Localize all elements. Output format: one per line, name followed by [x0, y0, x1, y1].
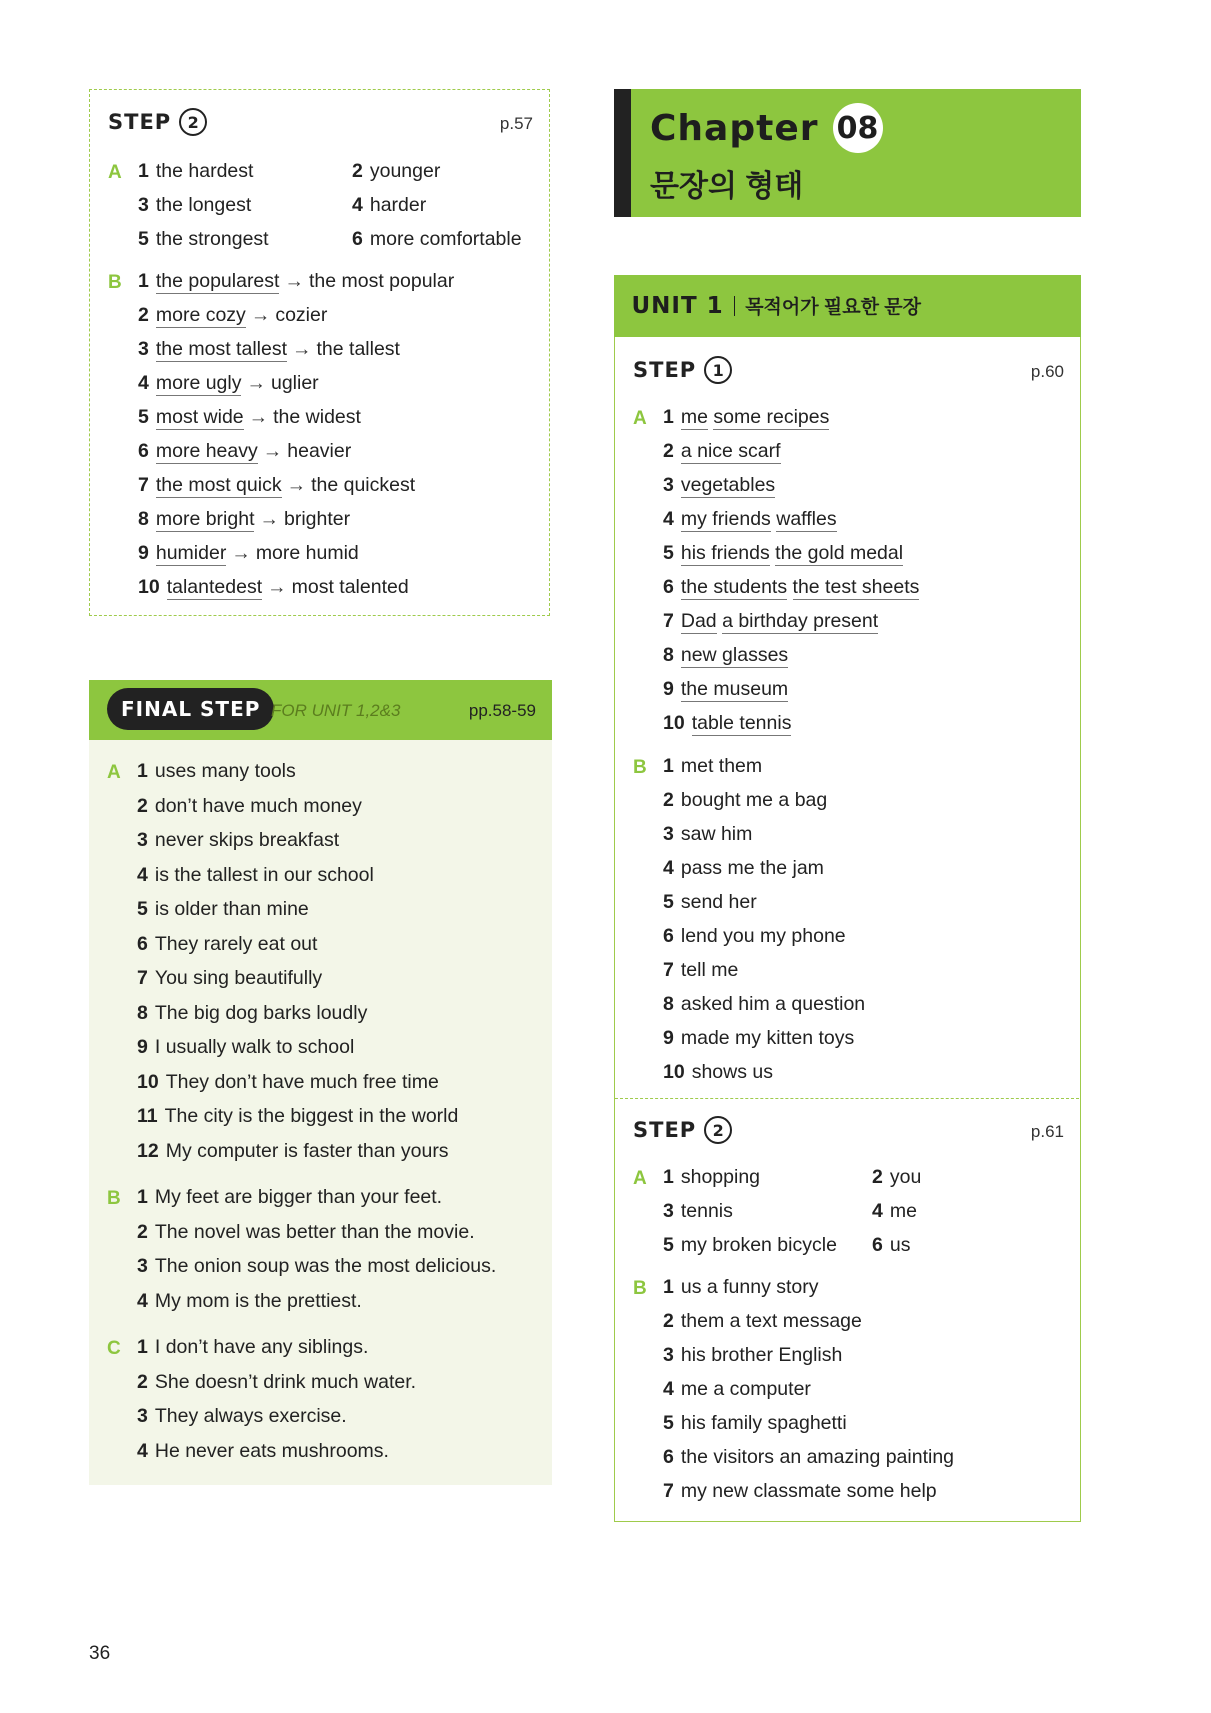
- chapter-number-circle: 08: [833, 103, 883, 153]
- page-number: 36: [89, 1643, 111, 1664]
- correction-item: 8 more bright → brighter: [138, 508, 351, 530]
- list-item: 11 The city is the biggest in the world: [137, 1105, 459, 1127]
- correction-item: 4 more ugly → uglier: [138, 372, 319, 394]
- correction-item: 2 more cozy → cozier: [138, 304, 328, 326]
- list-item: 3 saw him: [663, 823, 753, 845]
- list-item: 4 harder: [352, 194, 427, 216]
- list-item: 3 They always exercise.: [137, 1405, 347, 1427]
- step-number-circle: 1: [704, 356, 732, 384]
- list-item: 8 The big dog barks loudly: [137, 1001, 368, 1024]
- section-a-label: A: [633, 408, 647, 429]
- unit1-answer-box: [614, 275, 1081, 1522]
- list-item: 1 My feet are bigger than your feet.: [137, 1186, 443, 1208]
- list-item: 12 My computer is faster than yours: [137, 1139, 449, 1162]
- list-item: 1 shopping: [663, 1166, 761, 1188]
- step-number-circle: 2: [704, 1116, 732, 1144]
- list-item: 9 the museum: [663, 678, 789, 700]
- page-reference: p.60: [1030, 362, 1064, 381]
- list-item: 3 his brother English: [663, 1344, 843, 1366]
- step-heading: [633, 1116, 732, 1144]
- list-item: 5 his friends the gold medal: [663, 542, 904, 564]
- list-item: 2 The novel was better than the movie.: [137, 1220, 475, 1243]
- list-item: 4 my friends waffles: [663, 508, 837, 530]
- chapter-word: Chapter: [650, 107, 819, 149]
- step-number-circle: 2: [179, 108, 207, 136]
- list-item: 6 the students the test sheets: [663, 576, 920, 598]
- page-reference: pp.58-59: [468, 701, 536, 720]
- list-item: 2 younger: [352, 160, 441, 182]
- final-step-badge: [107, 688, 274, 730]
- list-item: 4 me a computer: [663, 1378, 811, 1400]
- step-heading: [108, 108, 207, 136]
- list-item: 5 the strongest: [138, 228, 269, 250]
- chapter-subtitle: 문장의 형태: [650, 170, 804, 203]
- section-a-label: A: [108, 162, 122, 183]
- unit-label: UNIT 1: [631, 292, 724, 319]
- list-item: 4 me: [872, 1200, 917, 1222]
- list-item: 3 vegetables: [663, 474, 776, 496]
- list-item: 2 you: [872, 1166, 922, 1188]
- correction-item: 9 humider → more humid: [138, 542, 359, 564]
- correction-item: 5 most wide → the widest: [138, 406, 361, 428]
- list-item: 6 more comfortable: [352, 228, 522, 250]
- section-a-label: A: [107, 762, 121, 783]
- correction-item: 3 the most tallest → the tallest: [138, 338, 400, 360]
- list-item: 4 pass me the jam: [663, 857, 824, 879]
- chapter-side-bar: [614, 89, 631, 217]
- list-item: 9 I usually walk to school: [137, 1036, 355, 1058]
- list-item: 1 uses many tools: [137, 760, 296, 782]
- correction-item: 7 the most quick → the quickest: [138, 474, 416, 496]
- unit-header: [614, 275, 1081, 337]
- list-item: 9 made my kitten toys: [663, 1027, 855, 1049]
- list-item: 4 My mom is the prettiest.: [137, 1289, 362, 1312]
- step-heading: [633, 356, 732, 384]
- section-b-label: B: [107, 1188, 121, 1209]
- final-step-body: [89, 740, 552, 1485]
- chapter-header: [614, 89, 1081, 217]
- list-item: 1 I don’t have any siblings.: [137, 1336, 369, 1358]
- chapter-title-row: [650, 103, 883, 153]
- list-item: 5 is older than mine: [137, 898, 309, 920]
- page-reference: p.57: [499, 114, 533, 133]
- section-b-label: B: [633, 1278, 647, 1299]
- section-b-label: B: [108, 272, 122, 293]
- correction-item: 6 more heavy → heavier: [138, 440, 352, 462]
- list-item: 4 is the tallest in our school: [137, 863, 374, 886]
- list-item: 3 never skips breakfast: [137, 829, 340, 851]
- list-item: 8 new glasses: [663, 644, 789, 666]
- list-item: 8 asked him a question: [663, 993, 866, 1015]
- list-item: 7 tell me: [663, 959, 739, 981]
- page-reference: p.61: [1030, 1122, 1064, 1141]
- correction-item: 10 talantedest → most talented: [138, 576, 409, 598]
- correction-item: 1 the popularest → the most popular: [138, 270, 455, 292]
- step-title: STEP: [633, 358, 697, 382]
- list-item: 2 a nice scarf: [663, 440, 781, 462]
- step2-answer-box: [89, 89, 550, 616]
- list-item: 6 the visitors an amazing painting: [663, 1446, 955, 1468]
- list-item: 1 me some recipes: [663, 406, 830, 428]
- list-item: 7 You sing beautifully: [137, 967, 323, 989]
- list-item: 3 tennis: [663, 1200, 733, 1222]
- unit-divider: [734, 296, 736, 316]
- list-item: 1 us a funny story: [663, 1276, 819, 1298]
- list-item: 10 shows us: [663, 1061, 773, 1083]
- step-title: STEP: [633, 1118, 697, 1142]
- list-item: 5 send her: [663, 891, 757, 913]
- final-step-badge-text: FINAL STEP: [121, 697, 261, 721]
- list-item: 5 my broken bicycle: [663, 1234, 837, 1256]
- list-item: 5 his family spaghetti: [663, 1412, 847, 1434]
- list-item: 10 table tennis: [663, 712, 792, 734]
- section-b-label: B: [633, 757, 647, 778]
- list-item: 7 my new classmate some help: [663, 1480, 937, 1502]
- list-item: 6 lend you my phone: [663, 925, 846, 947]
- step-divider: [615, 1098, 1079, 1099]
- list-item: 2 them a text message: [663, 1310, 862, 1332]
- list-item: 2 bought me a bag: [663, 789, 828, 811]
- section-c-label: C: [107, 1338, 121, 1359]
- final-step-subtitle: FOR UNIT 1,2&3: [271, 701, 401, 720]
- list-item: 2 don’t have much money: [137, 794, 362, 817]
- unit-title: 목적어가 필요한 문장: [745, 297, 921, 318]
- section-a-label: A: [633, 1168, 647, 1189]
- list-item: 3 the longest: [138, 194, 252, 216]
- list-item: 6 They rarely eat out: [137, 932, 318, 955]
- list-item: 4 He never eats mushrooms.: [137, 1439, 389, 1462]
- list-item: 1 met them: [663, 755, 763, 777]
- final-step-header: [89, 680, 552, 740]
- step-title: STEP: [108, 110, 172, 134]
- list-item: 2 She doesn’t drink much water.: [137, 1370, 417, 1393]
- list-item: 1 the hardest: [138, 160, 254, 182]
- list-item: 3 The onion soup was the most delicious.: [137, 1255, 497, 1277]
- list-item: 6 us: [872, 1234, 911, 1256]
- list-item: 10 They don’t have much free time: [137, 1070, 439, 1093]
- list-item: 7 Dad a birthday present: [663, 610, 879, 632]
